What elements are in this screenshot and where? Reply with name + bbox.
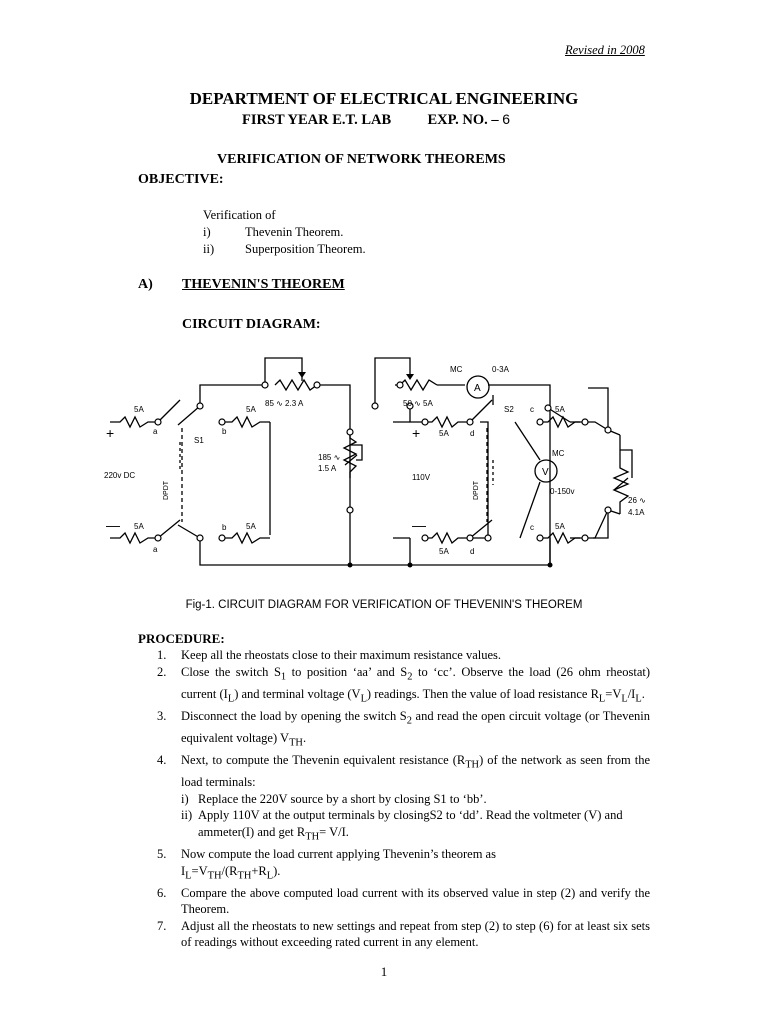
rheostat-185-label: 185 ∿ xyxy=(318,453,341,462)
fuse-label: 5A xyxy=(246,405,256,414)
rheostat-26-label: 26 ∿ xyxy=(628,496,646,505)
procedure-heading: PROCEDURE: xyxy=(138,631,225,646)
rheostat-185-rating: 1.5 A xyxy=(318,464,337,473)
step-number: 1. xyxy=(157,648,167,662)
circuit-diagram-heading: CIRCUIT DIAGRAM: xyxy=(182,317,321,332)
switch-s2-label: S2 xyxy=(504,405,514,414)
fuse-label: 5A xyxy=(134,522,144,531)
objective-intro: Verification of xyxy=(203,208,276,222)
step-number: 7. xyxy=(157,918,167,933)
step-number: 5. xyxy=(157,846,167,861)
fuse-label: 5A xyxy=(439,429,449,438)
procedure-list xyxy=(157,647,650,951)
lab-name: FIRST YEAR E.T. LAB xyxy=(242,112,392,128)
rheostat-50-label: 50 ∿ 5A xyxy=(403,399,433,408)
procedure-step xyxy=(157,846,650,885)
substep-text: Apply 110V at the output terminals by closingS2 to ‘dd’. Read the voltmeter (V) and ammeter(I) and get $R_{TH}= V/I$. xyxy=(198,808,623,843)
ammeter-symbol: A xyxy=(474,383,481,394)
step-text: Adjust all the rheostats to new settings and repeat from step (2) to step (6) for at least six sets of readings without exceeding rated current in any element. xyxy=(181,918,650,950)
procedure-step xyxy=(157,708,650,752)
procedure-step xyxy=(157,752,650,791)
substep-number: i) xyxy=(181,791,189,806)
voltmeter-symbol: V xyxy=(542,467,549,478)
objective-item-text: Superposition Theorem. xyxy=(245,242,366,256)
procedure-substep xyxy=(157,807,650,846)
substep-text: Replace the 220V source by a short by closing S1 to ‘bb’. xyxy=(198,791,487,806)
terminal-b-label: b xyxy=(222,523,227,532)
terminal-a-label: a xyxy=(153,427,158,436)
objective-item-text: Thevenin Theorem. xyxy=(245,225,344,239)
section-a-heading xyxy=(138,277,345,293)
ammeter-type-label: MC xyxy=(450,365,463,374)
voltmeter-range-label: 0-150v xyxy=(550,487,575,496)
step-text: Close the switch $S_1$ to position ‘aa’ and $S_2$ to ‘cc’. Observe the load (26 ohm rheostat) current $(I_L)$ and terminal voltage $(V_L)$ readings. Then the value of load resistance $R_L=V_L/I_L$. xyxy=(181,664,651,705)
lab-line xyxy=(242,111,510,129)
terminal-c-label: c xyxy=(530,523,534,532)
page-number: 1 xyxy=(380,964,388,979)
terminal-b-label: b xyxy=(222,427,227,436)
step-text: Now compute the load current applying Thevenin’s theorem as $I_L=V_{TH}/(R_{TH}+R_L)$. xyxy=(181,846,496,882)
step-text: Next, to compute the Thevenin equivalent resistance $(R_{TH})$ of the network as seen from the load terminals: xyxy=(181,752,650,790)
plus-sign: + xyxy=(106,425,115,441)
fuse-label: 5A xyxy=(134,405,144,414)
objective-list xyxy=(203,207,366,258)
procedure-step xyxy=(157,885,650,918)
switch-s1-label: S1 xyxy=(194,436,204,445)
substep-number: ii) xyxy=(181,808,193,823)
procedure-step xyxy=(157,647,650,664)
minus-sign: — xyxy=(412,517,426,533)
figure-caption: Fig-1. CIRCUIT DIAGRAM FOR VERIFICATION OF THEVENIN'S THEOREM xyxy=(185,599,583,611)
objective-item xyxy=(203,224,366,241)
source-220-label: 220v DC xyxy=(104,471,136,480)
revision-note: Revised in 2008 xyxy=(565,43,645,57)
procedure-substep xyxy=(157,791,650,808)
ammeter-range-label: 0-3A xyxy=(492,365,509,374)
objective-item-num: i) xyxy=(203,225,211,239)
exp-number: 6 xyxy=(502,111,511,127)
dpdt-label: DPDT xyxy=(473,480,480,500)
step-number: 6. xyxy=(157,885,167,900)
objective-heading: OBJECTIVE: xyxy=(138,172,224,187)
experiment-title: VERIFICATION OF NETWORK THEOREMS xyxy=(217,152,506,167)
fuse-label: 5A xyxy=(439,547,449,556)
step-text: Keep all the rheostats close to their maximum resistance values. xyxy=(181,648,502,662)
department-heading: DEPARTMENT OF ELECTRICAL ENGINEERING xyxy=(189,89,579,108)
step-number: 2. xyxy=(157,664,167,679)
terminal-c-label: c xyxy=(530,405,534,414)
fuse-label: 5A xyxy=(555,522,565,531)
plus-sign: + xyxy=(412,425,421,441)
fuse-label: 5A xyxy=(555,405,565,414)
dpdt-label: DPDT xyxy=(163,480,170,500)
section-a-title: THEVENIN'S THEOREM xyxy=(182,277,345,292)
procedure-step xyxy=(157,918,650,951)
terminal-a-label: a xyxy=(153,545,158,554)
step-number: 4. xyxy=(157,752,167,767)
objective-item-num: ii) xyxy=(203,242,215,256)
objective-item xyxy=(203,241,366,258)
circuit-diagram xyxy=(100,350,660,575)
section-a-label: A) xyxy=(138,277,153,292)
step-text: Disconnect the load by opening the switch $S_2$ and read the open circuit voltage (or Thevenin equivalent voltage) $V_{TH}$. xyxy=(181,708,650,749)
rheostat-85-label: 85 ∿ 2.3 A xyxy=(265,399,304,408)
step-text: Compare the above computed load current with its observed value in step (2) and verify the Theorem. xyxy=(181,885,650,917)
minus-sign: — xyxy=(106,517,120,533)
exp-label: EXP. NO. – xyxy=(427,112,499,128)
procedure-step xyxy=(157,664,650,708)
source-110-label: 110V xyxy=(412,473,431,482)
voltmeter-type-label: MC xyxy=(552,449,565,458)
terminal-d-label: d xyxy=(470,429,475,438)
terminal-d-label: d xyxy=(470,547,475,556)
fuse-label: 5A xyxy=(246,522,256,531)
rheostat-26-rating: 4.1A xyxy=(628,508,645,517)
step-number: 3. xyxy=(157,708,167,723)
